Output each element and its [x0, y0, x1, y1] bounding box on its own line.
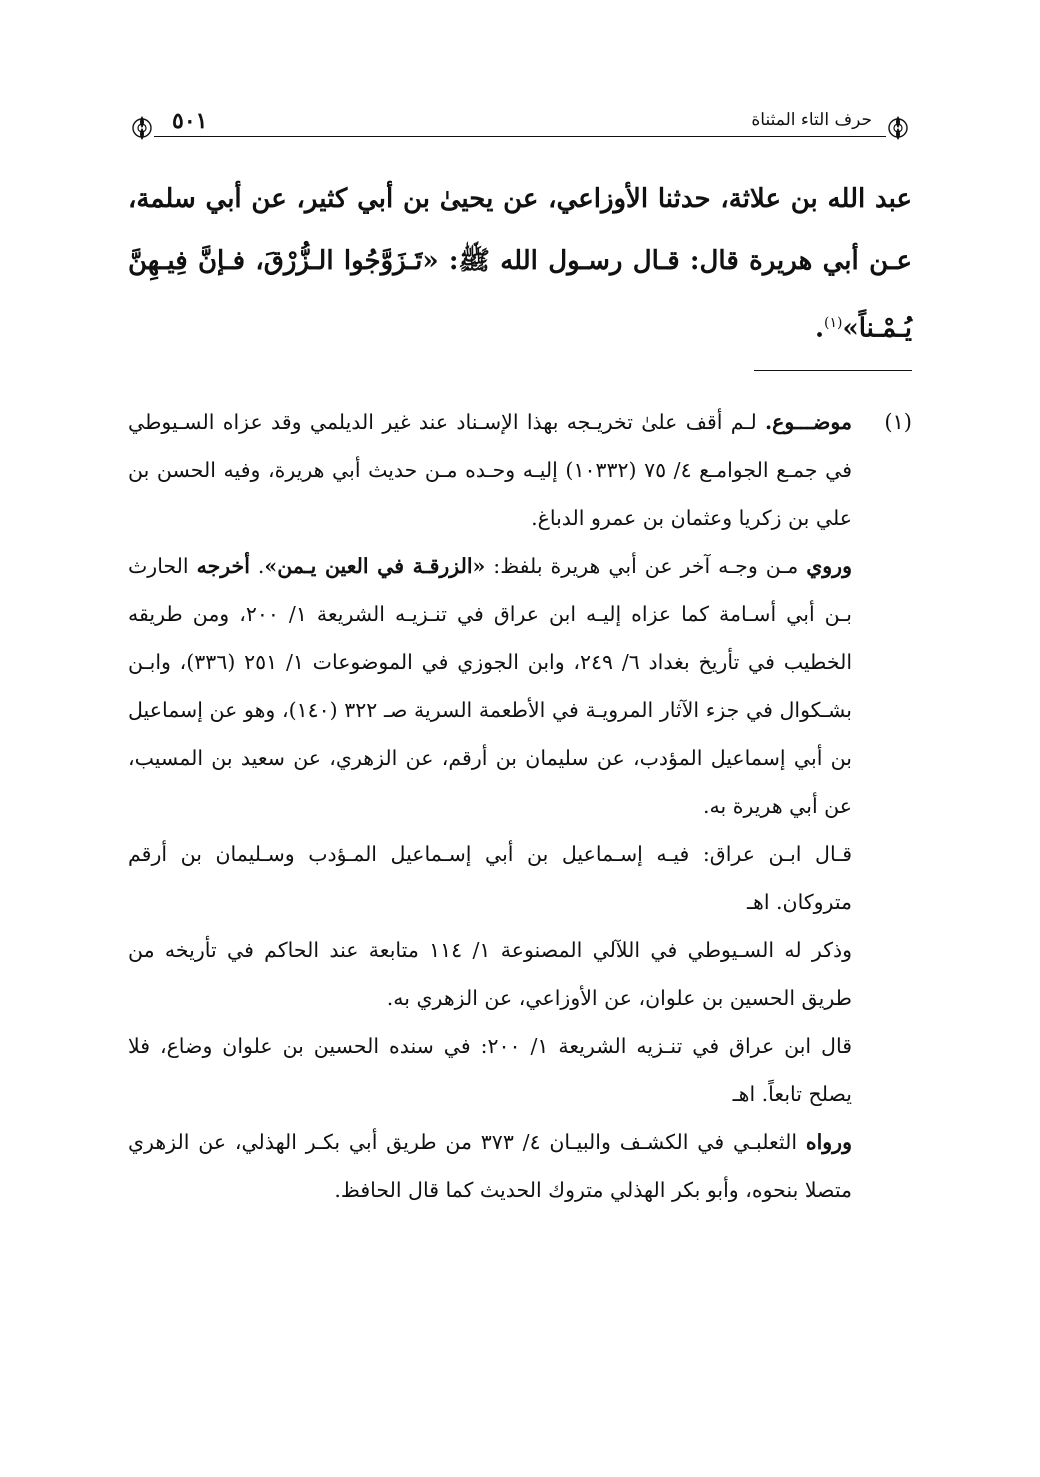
footnote-bold: وروي — [806, 554, 852, 578]
footnote-text: الحارث بـن أبي أسـامة كما عزاه إليـه ابن عراق في تنـزيـه الشريعة ١/ ٢٠٠، ومن طريقه الخطيب في تأريخ بغداد ٦/ ٢٤٩، وابن الجوزي في الموضوعات ١/ ٢٥١ (٣٣٦)، وابـن بشـكوال في جزء الآثار المرويـة في الأطعمة السرية صـ ٣٢٢ (١٤٠)، وهو عن إسماعيل بن أبي إسماعيل المؤدب، عن سليمان بن أرقم، عن الزهري، عن سعيد بن المسيب، عن أبي هريرة به. — [128, 554, 853, 818]
footnote — [128, 398, 912, 1214]
footnote-paragraph: قـال ابـن عراق: فيـه إسـماعيل بن أبي إسـماعيل المـؤدب وسـليمان بن أرقم متروكان. اهـ — [128, 842, 852, 914]
ornament-icon — [128, 114, 156, 142]
footnote-paragraph: قال ابن عراق في تنـزيه الشريعة ١/ ٢٠٠: في سنده الحسين بن علوان وضاع، فلا يصلح تابعاً. اهـ — [128, 1034, 852, 1106]
ornament-icon — [884, 114, 912, 142]
footnote-body — [128, 398, 852, 1214]
main-text — [128, 168, 912, 360]
footnote-bold: ورواه — [805, 1130, 852, 1154]
footnote-quote: «الزرقـة في العين يـمن» — [264, 554, 486, 578]
footnote-paragraph — [128, 1118, 852, 1214]
footnote-text: الثعلبـي في الكشـف والبيـان ٤/ ٣٧٣ من طريق أبي بكـر الهذلي، عن الزهري متصلا بنحوه، وأبو بكر الهذلي متروك الحديث كما قال الحافظ. — [128, 1130, 852, 1202]
hadith-text: «تَـزَوَّجُوا الـزُّرْقَ، فـإنَّ فِيـهِنَّ يُـمْـناً» — [128, 246, 912, 344]
footnote-number: (١) — [884, 410, 912, 434]
footnote-paragraph — [128, 542, 852, 830]
footnote-text: لـم أقف علىٰ تخريـجه بهذا الإسـناد عند غير الديلمي وقد عزاه السـيوطي في جمـع الجوامـع ٤/ ٧٥ (١٠٣٣٢) إليـه وحـده مـن حديث أبي هريرة، وفيه الحسن بن علي بن زكريا وعثمان بن عمرو الدباغ. — [128, 410, 853, 530]
isnad-text: عبد الله بن علاثة، حدثنا الأوزاعي، عن يحيىٰ بن أبي كثير، عن أبي سلمة، عـن أبي هريرة قال: قـال رسـول الله ﷺ: — [128, 184, 912, 276]
footnote-separator — [754, 370, 912, 371]
footnote-paragraph — [128, 398, 852, 542]
footnote-text: . — [249, 554, 265, 578]
page-header — [128, 108, 912, 146]
footnote-paragraph: وذكر له السـيوطي في اللآلي المصنوعة ١/ ١١٤ متابعة عند الحاكم في تأريخه من طريق الحسين بن علوان، عن الأوزاعي، عن الزهري به. — [128, 938, 852, 1010]
running-title: حرف التاء المثناة — [751, 110, 872, 130]
header-rule — [154, 136, 886, 137]
main-paragraph — [128, 168, 912, 360]
footnote-text: مـن وجـه آخر عن أبي هريرة بلفظ: — [485, 554, 807, 578]
verdict-label: موضـــوع. — [765, 410, 852, 434]
footnote-marker: (١) — [824, 315, 843, 331]
footnotes — [128, 398, 912, 1214]
page-number: ٥٠١ — [172, 108, 208, 134]
paragraph-end: . — [814, 313, 824, 344]
footnote-bold: أخرجه — [196, 554, 250, 578]
